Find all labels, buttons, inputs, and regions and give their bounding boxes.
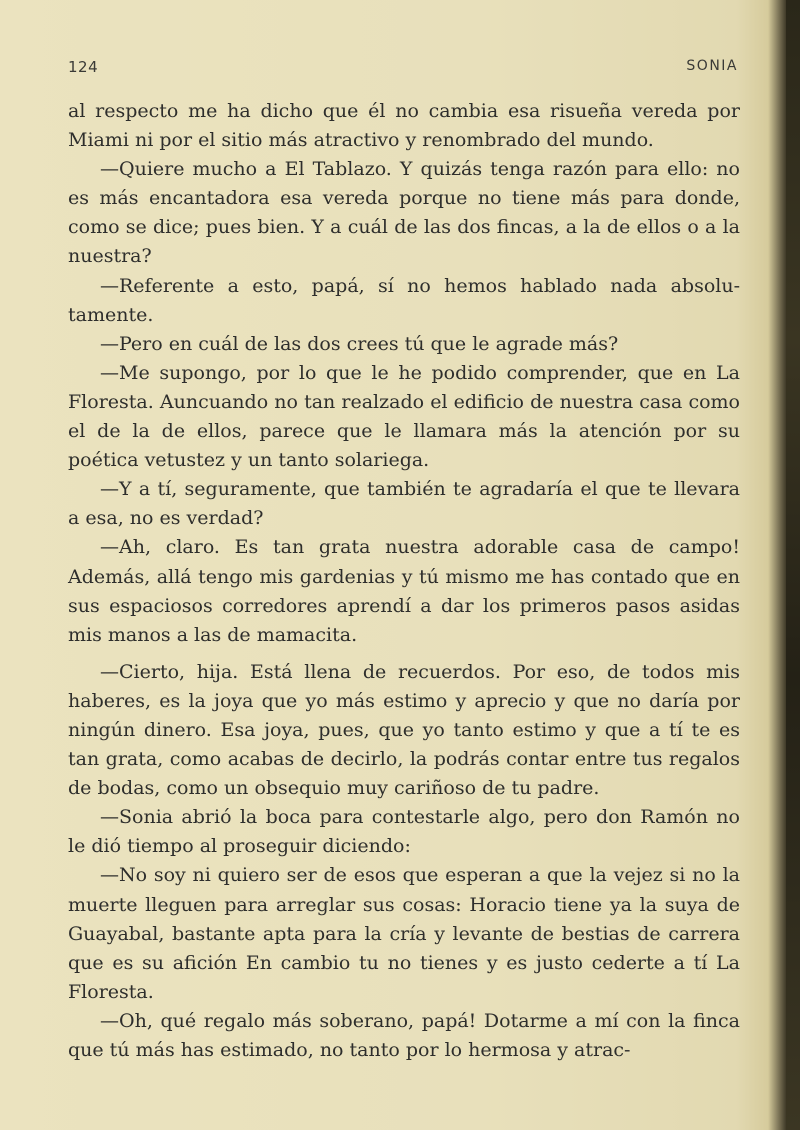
body-text — [68, 97, 740, 1065]
paragraph-2: —Quiere mucho a El Tablazo. Y quizás tenga razón para ello: no es más encantadora esa vereda porque no tiene más para donde, como se dice; pues bien. Y a cuál de las dos fincas, a la de ellos o a la nuestra? — [68, 158, 740, 268]
paragraph-3: —Referente a esto, papá, sí no hemos hablado nada absolutamente. — [68, 274, 740, 326]
paragraph-9: —Sonia abrió la boca para contestarle algo, pero don Ramón no le dió tiempo al proseguir diciendo: — [68, 806, 740, 858]
paragraph-6: —Y a tí, seguramente, que también te agradaría el que te llevara a esa, no es verdad? — [68, 478, 740, 530]
paragraph-1: al respecto me ha dicho que él no cambia esa risueña vereda por Miami ni por el sitio más atractivo y renombrado del mundo. — [68, 100, 740, 152]
page-number: 124 — [68, 58, 99, 76]
paragraph-10: —No soy ni quiero ser de esos que esperan a que la vejez si no la muerte lleguen para arreglar sus cosas: Horacio tiene ya la suya de Guayabal, bastante apta para la cría y levante de bestias de carrera que es su afición En cambio tu no tienes y es justo cederte a tí La Floresta. — [68, 864, 740, 1003]
paragraph-7: —Ah, claro. Es tan grata nuestra adorable casa de campo! Además, allá tengo mis gardenias y tú mismo me has contado que en sus espaciosos corredores aprendí a dar los primeros pasos asidas mis manos a las de mamacita. — [68, 536, 740, 646]
paragraph-5: —Me supongo, por lo que le he podido comprender, que en La Floresta. Auncuando no tan realzado el edificio de nuestra casa como el de la de ellos, parece que le llamara más la atención por su poética vetustez y un tanto solariega. — [68, 361, 740, 472]
paragraph-11: —Oh, qué regalo más soberano, papá! Dotarme a mí con la finca que tú más has estimado, no tanto por lo hermosa y atrac- — [68, 1009, 740, 1061]
paragraph-4: —Pero en cuál de las dos crees tú que le agrade más? — [100, 332, 619, 355]
paragraph-8: —Cierto, hija. Está llena de recuerdos. Por eso, de todos mis haberes, es la joya que yo más estimo y aprecio y que no daría por ningún dinero. Esa joya, pues, que yo tanto estimo y que a tí te es tan grata, como acabas de decirlo, la podrás contar entre tus regalos de bodas, como un obsequio muy cariñoso de tu padre. — [68, 660, 740, 800]
running-title: SONIA — [686, 58, 738, 74]
page-edge-shadow — [786, 0, 800, 1130]
page-header — [68, 58, 740, 80]
